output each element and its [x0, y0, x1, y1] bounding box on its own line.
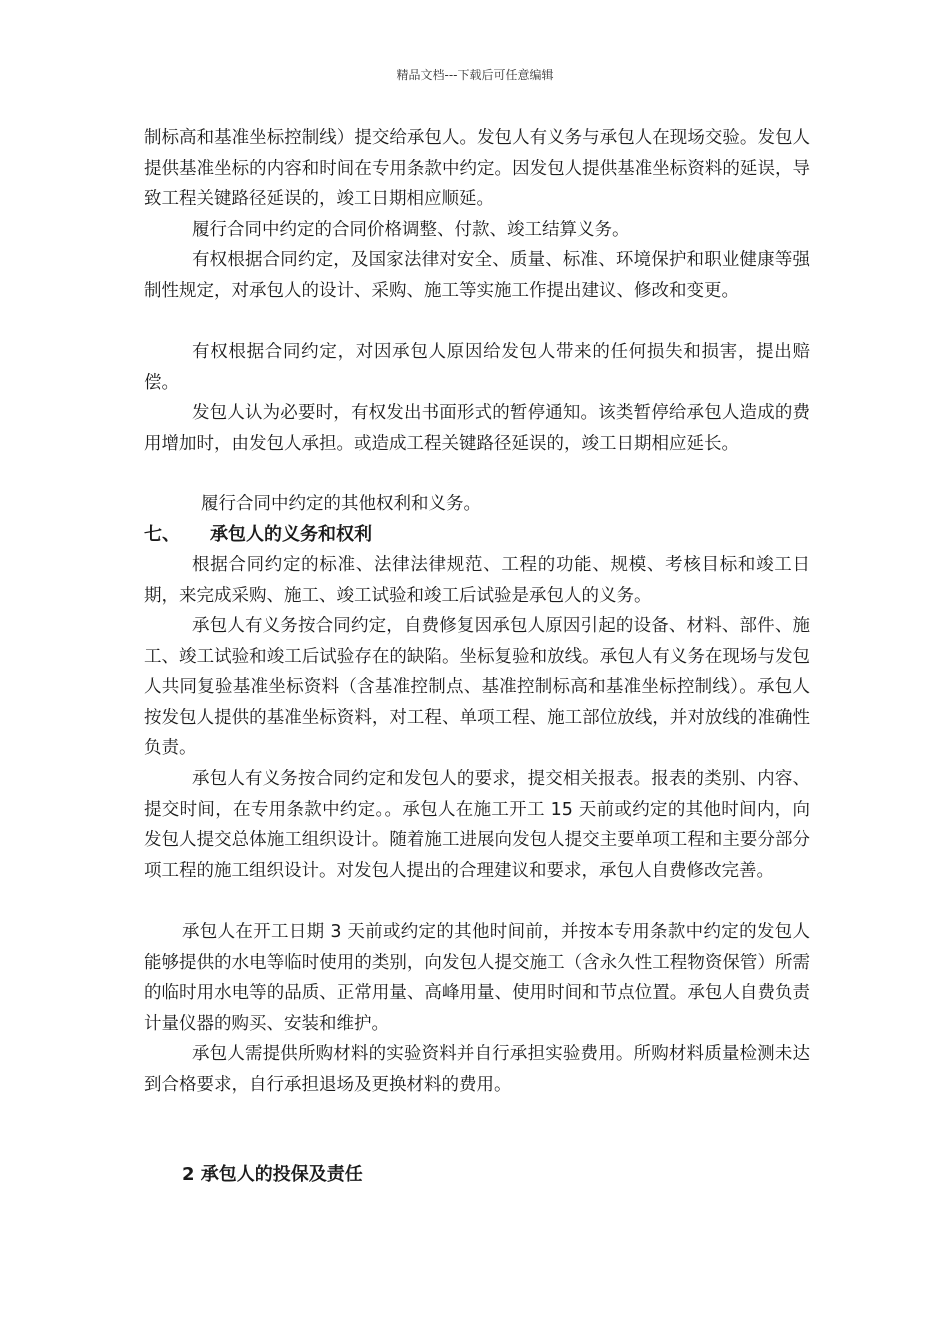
paragraph: 承包人有义务按合同约定和发包人的要求，提交相关报表。报表的类别、内容、提交时间，在专用条款中约定。。承包人在施工开工 15 天前或约定的其他时间内，向发包人提交总体施工组织设计。随着施工进展向发包人提交主要单项工程和主要分部分项工程的施工组织设计。对发包人提出的合理建议和要求，承包人自费修改完善。	[144, 769, 810, 881]
section-heading	[144, 520, 372, 550]
paragraph: 发包人认为必要时，有权发出书面形式的暂停通知。该类暂停给承包人造成的费用增加时，由发包人承担。或造成工程关键路径延误的，竣工日期相应延长。	[144, 403, 810, 454]
subheading: 2 承包人的投保及责任	[182, 1164, 363, 1185]
paragraph: 履行合同中约定的合同价格调整、付款、竣工结算义务。	[192, 220, 630, 240]
paragraph: 履行合同中约定的其他权利和义务。	[201, 494, 481, 514]
page-header: 精品文档---下载后可任意编辑	[396, 68, 554, 82]
paragraph: 承包人有义务按合同约定，自费修复因承包人原因引起的设备、材料、部件、施工、竣工试验和竣工后试验存在的缺陷。坐标复验和放线。承包人有义务在现场与发包人共同复验基准坐标资料（含基准控制点、基准控制标高和基准坐标控制线）。承包人按发包人提供的基准坐标资料，对工程、单项工程、施工部位放线，并对放线的准确性负责。	[144, 616, 810, 759]
section-number: 七、	[144, 524, 180, 545]
paragraph: 有权根据合同约定，及国家法律对安全、质量、标准、环境保护和职业健康等强制性规定，对承包人的设计、采购、施工等实施工作提出建议、修改和变更。	[144, 250, 810, 301]
paragraph: 承包人需提供所购材料的实验资料并自行承担实验费用。所购材料质量检测未达到合格要求，自行承担退场及更换材料的费用。	[144, 1044, 810, 1095]
paragraph: 有权根据合同约定，对因承包人原因给发包人带来的任何损失和损害，提出赔偿。	[144, 342, 810, 393]
paragraph: 根据合同约定的标准、法律法律规范、工程的功能、规模、考核目标和竣工日期，来完成采购、施工、竣工试验和竣工后试验是承包人的义务。	[144, 555, 810, 606]
paragraph: 承包人在开工日期 3 天前或约定的其他时间前，并按本专用条款中约定的发包人能够提供的水电等临时使用的类别，向发包人提交施工（含永久性工程物资保管）所需的临时用水电等的品质、正常用量、高峰用量、使用时间和节点位置。承包人自费负责计量仪器的购买、安装和维护。	[144, 922, 810, 1034]
paragraph: 制标高和基准坐标控制线）提交给承包人。发包人有义务与承包人在现场交验。发包人提供基准坐标的内容和时间在专用条款中约定。因发包人提供基准坐标资料的延误，导致工程关键路径延误的，竣工日期相应顺延。	[144, 128, 810, 210]
section-title: 承包人的义务和权利	[210, 524, 372, 545]
